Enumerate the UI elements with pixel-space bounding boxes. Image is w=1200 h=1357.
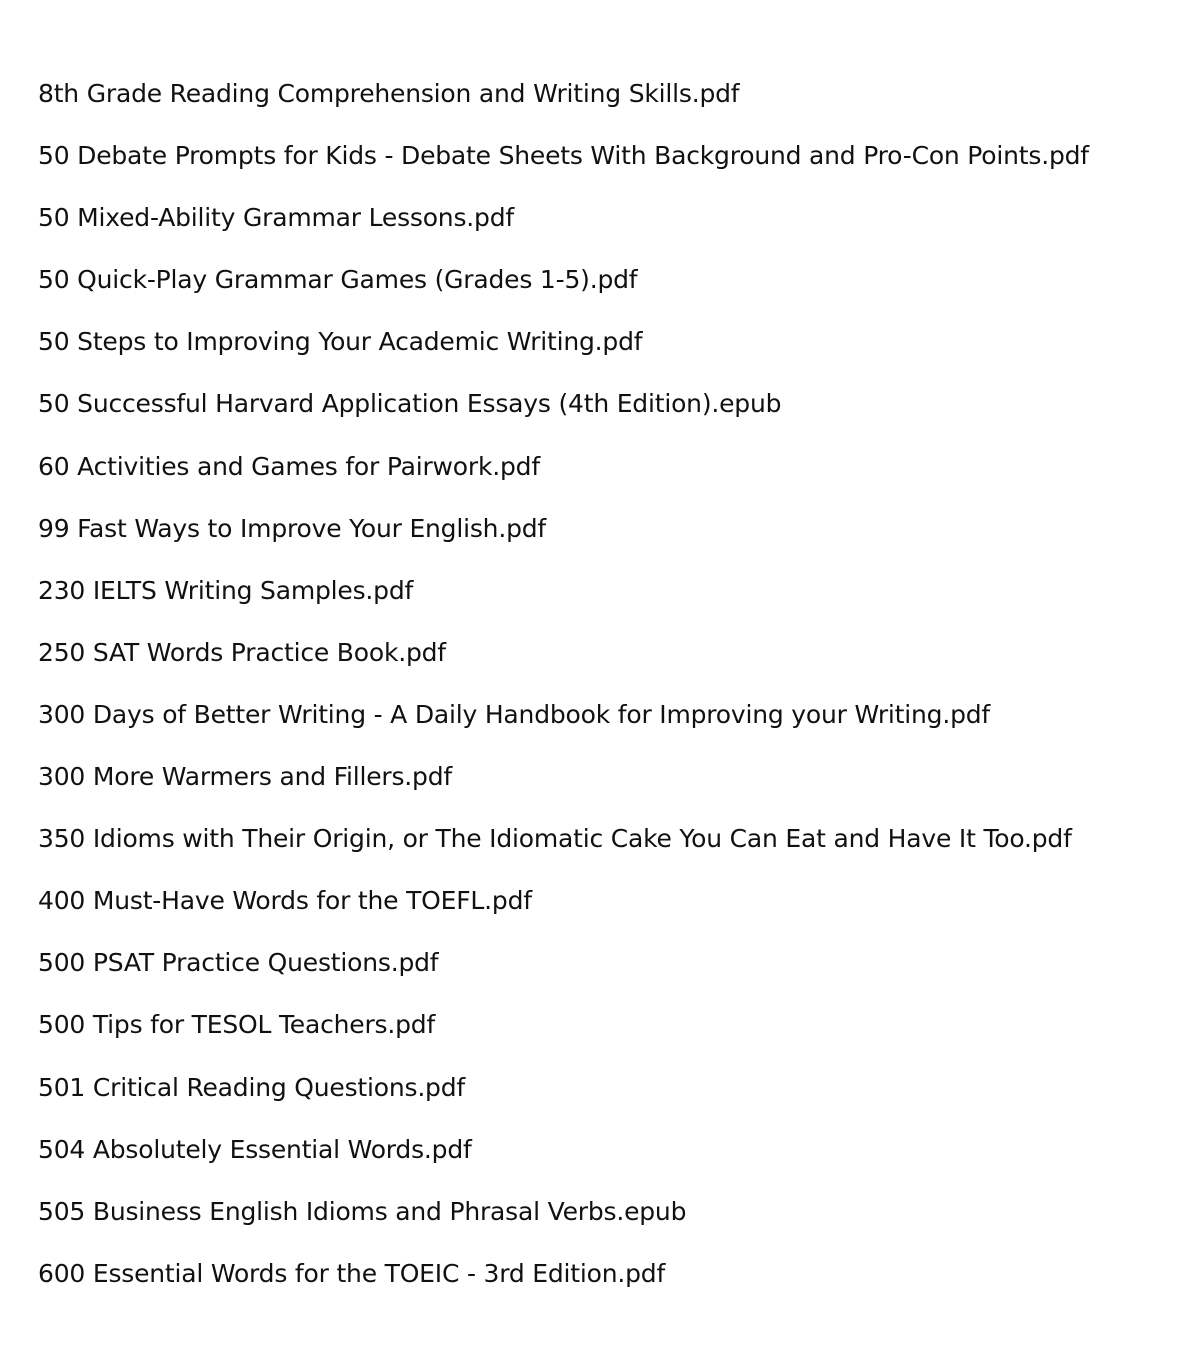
file-list-item: 504 Absolutely Essential Words.pdf — [38, 1134, 472, 1164]
file-list-item: 350 Idioms with Their Origin, or The Idiomatic Cake You Can Eat and Have It Too.pdf — [38, 824, 1072, 854]
file-list-item: 60 Activities and Games for Pairwork.pdf — [38, 451, 540, 481]
file-list-item: 50 Quick-Play Grammar Games (Grades 1-5).pdf — [38, 265, 638, 295]
file-list-item: 505 Business English Idioms and Phrasal Verbs.epub — [38, 1196, 687, 1226]
file-list-item: 8th Grade Reading Comprehension and Writing Skills.pdf — [38, 79, 740, 108]
file-list-item: 250 SAT Words Practice Book.pdf — [38, 637, 446, 667]
file-list-item: 50 Mixed-Ability Grammar Lessons.pdf — [38, 203, 514, 233]
file-list-item: 300 More Warmers and Fillers.pdf — [38, 762, 452, 792]
file-list — [38, 72, 1188, 1314]
file-list-item: 500 Tips for TESOL Teachers.pdf — [38, 1010, 436, 1040]
file-list-item: 400 Must-Have Words for the TOEFL.pdf — [38, 886, 532, 916]
file-list-item: 50 Successful Harvard Application Essays (4th Edition).epub — [38, 389, 782, 419]
file-list-item: 50 Debate Prompts for Kids - Debate Sheets With Background and Pro-Con Points.pdf — [38, 141, 1089, 171]
file-list-item: 300 Days of Better Writing - A Daily Handbook for Improving your Writing.pdf — [38, 699, 991, 729]
file-list-item: 99 Fast Ways to Improve Your English.pdf — [38, 513, 547, 543]
file-list-item: 500 PSAT Practice Questions.pdf — [38, 948, 439, 978]
file-list-item: 230 IELTS Writing Samples.pdf — [38, 575, 414, 605]
file-list-item: 50 Steps to Improving Your Academic Writing.pdf — [38, 327, 643, 357]
file-list-item: 501 Critical Reading Questions.pdf — [38, 1072, 466, 1102]
file-list-item: 600 Essential Words for the TOEIC - 3rd Edition.pdf — [38, 1258, 666, 1288]
